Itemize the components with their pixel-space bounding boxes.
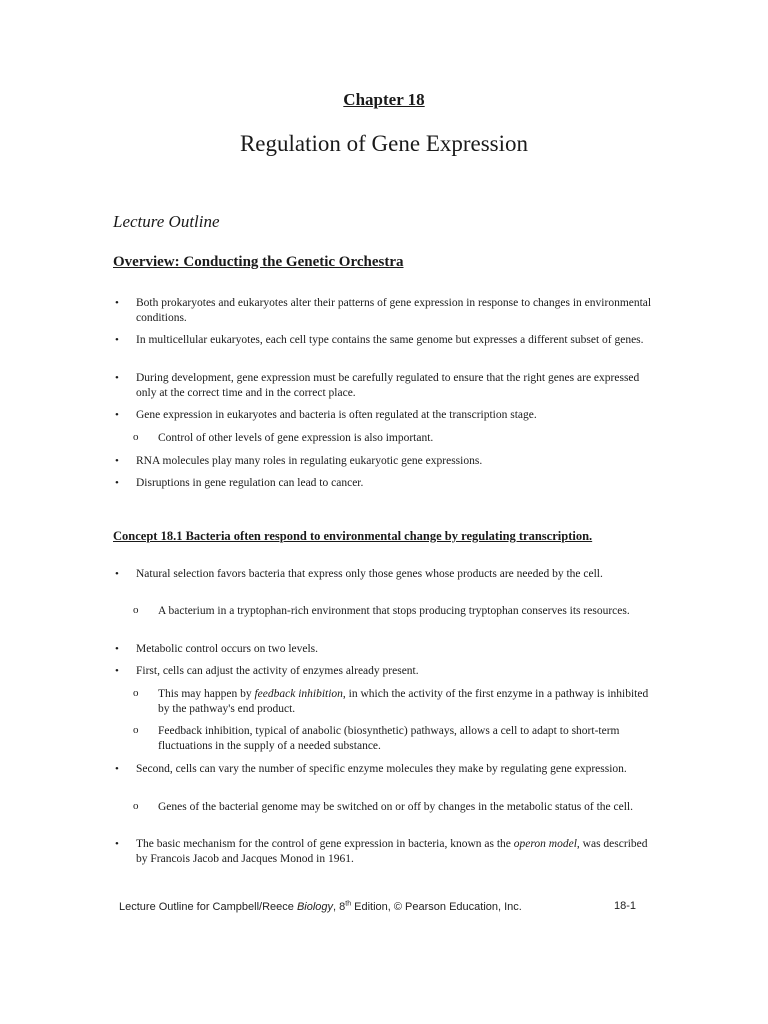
sub-bullet-text — [158, 687, 655, 717]
sub-bullet-marker: o — [133, 724, 139, 736]
bullet-marker: • — [115, 838, 119, 850]
sub-bullet-text: Control of other levels of gene expression is also important. — [158, 432, 434, 444]
bullet-marker: • — [115, 643, 119, 655]
overview-heading: Overview: Conducting the Genetic Orchestra — [113, 254, 404, 270]
sub-bullet-text: Genes of the bacterial genome may be switched on or off by changes in the metabolic status of the cell. — [158, 801, 633, 813]
text-run: , was described by Francois Jacob and Jacques Monod in 1961. — [136, 838, 648, 865]
lecture-outline-heading: Lecture Outline — [113, 212, 220, 231]
sub-bullet-text: Feedback inhibition, typical of anabolic (biosynthetic) pathways, allows a cell to adapt to short-term fluctuations in the supply of a needed substance. — [158, 725, 620, 752]
bullet-marker: • — [115, 665, 119, 677]
term-feedback-inhibition: feedback inhibition — [254, 688, 343, 700]
term-operon-model: operon model — [513, 838, 577, 850]
bullet-marker: • — [115, 763, 119, 775]
text-run: The basic mechanism for the control of gene expression in bacteria, known as the — [136, 838, 514, 850]
footer-citation — [119, 901, 522, 913]
sub-bullet-marker: o — [133, 604, 139, 616]
bullet-text: RNA molecules play many roles in regulating eukaryotic gene expressions. — [136, 455, 483, 467]
bullet-text: Both prokaryotes and eukaryotes alter their patterns of gene expression in response to changes in environmental conditions. — [136, 297, 652, 324]
bullet-text: Natural selection favors bacteria that express only those genes whose products are needed by the cell. — [136, 568, 603, 580]
concept-heading: Concept 18.1 Bacteria often respond to environmental change by regulating transcription. — [113, 529, 593, 543]
chapter-number: Chapter 18 — [343, 90, 425, 109]
bullet-marker: • — [115, 477, 119, 489]
page-footer — [119, 900, 636, 913]
page-number: 18-1 — [613, 900, 636, 912]
bullet-marker: • — [115, 455, 119, 467]
chapter-title: Regulation of Gene Expression — [239, 131, 529, 156]
footer-book-title: Biology — [296, 900, 334, 913]
bullet-text: Disruptions in gene regulation can lead to cancer. — [136, 477, 364, 489]
sub-bullet-marker: o — [133, 431, 139, 443]
bullet-marker: • — [115, 568, 119, 580]
bullet-marker: • — [115, 409, 119, 421]
text-run: This may happen by — [158, 688, 255, 700]
bullet-text: In multicellular eukaryotes, each cell type contains the same genome but expresses a different subset of genes. — [136, 334, 644, 346]
footer-text: Lecture Outline for Campbell/Reece — [119, 900, 297, 913]
sub-bullet-marker: o — [133, 800, 139, 812]
bullet-text: During development, gene expression must be carefully regulated to ensure that the right genes are expressed only at the correct time and in the correct place. — [136, 372, 640, 399]
bullet-text: Metabolic control occurs on two levels. — [136, 643, 319, 655]
bullet-marker: • — [115, 372, 119, 384]
footer-superscript: th — [345, 900, 352, 907]
bullet-marker: • — [115, 297, 119, 309]
bullet-text: Gene expression in eukaryotes and bacteria is often regulated at the transcription stage. — [136, 409, 537, 421]
text-run: , in which the activity of the first enzyme in a pathway is inhibited by the pathway's end product. — [158, 688, 649, 715]
bullet-text: Second, cells can vary the number of specific enzyme molecules they make by regulating gene expression. — [136, 763, 627, 775]
sub-bullet-text: A bacterium in a tryptophan-rich environment that stops producing tryptophan conserves its resources. — [158, 605, 630, 617]
bullet-text — [136, 837, 656, 867]
bullet-marker: • — [115, 334, 119, 346]
footer-text: Edition, © Pearson Education, Inc. — [351, 900, 522, 913]
sub-bullet-marker: o — [133, 687, 139, 699]
bullet-text: First, cells can adjust the activity of enzymes already present. — [136, 665, 419, 677]
footer-text: , 8 — [333, 900, 346, 913]
